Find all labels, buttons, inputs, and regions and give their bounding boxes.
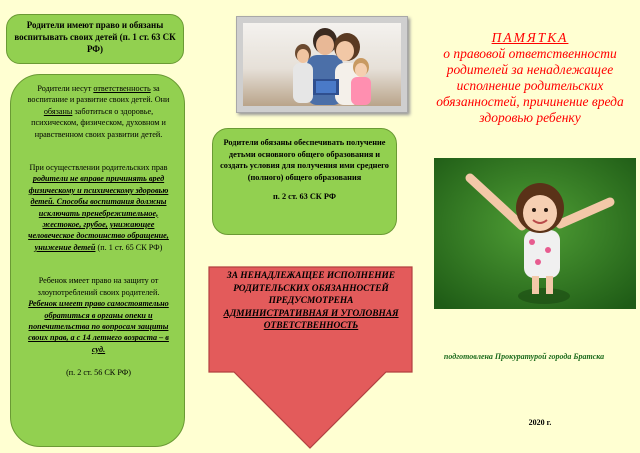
p1-emphasis-responsibility: ответственность: [93, 84, 151, 93]
girl-photo: [434, 158, 636, 309]
p2-emphasis: родители не вправе причинять вред физическому и психическому здоровью детей. Способы воспитания должны исключать пренебрежительное, жестокое, грубое, унижающее человеческое достоинство обращение, унижение детей: [28, 174, 169, 252]
girl-on-grass-image: [434, 158, 636, 309]
family-reading-image: [243, 23, 401, 106]
title-subheading: о правовой ответственности родителей за ненадлежащее исполнение родительских обязанностей, причинение вреда здоровью ребенку: [436, 46, 624, 125]
liability-text-2: АДМИНИСТРАТИВНАЯ И УГОЛОВНАЯ ОТВЕТСТВЕННОСТЬ: [223, 308, 399, 332]
paragraph-responsibility: [25, 83, 172, 140]
liability-arrow-text: [216, 270, 406, 333]
responsibility-panel: [10, 74, 185, 447]
paragraph-child-protection: [25, 275, 172, 378]
p3-reference: (п. 2 ст. 56 СК РФ): [66, 367, 131, 377]
p2-text-1: При осуществлении родительских прав: [29, 163, 168, 173]
title-heading: ПАМЯТКА: [491, 30, 569, 45]
rights-duty-box: [6, 14, 184, 64]
education-duty-text: Родители обязаны обеспечивать получение детьми основного общего образования и создать условия для получения ими среднего (полного) общего образования: [220, 138, 389, 182]
p2-reference: (п. 1 ст. 65 СК РФ): [95, 242, 163, 252]
publication-year: 2020 г.: [528, 418, 552, 427]
prepared-by: подготовлена Прокуратурой города Братска: [443, 352, 605, 361]
rights-duty-text: Родители имеют право и обязаны воспитывать своих детей (п. 1 ст. 63 СК РФ): [14, 20, 176, 54]
education-duty-reference: п. 2 ст. 63 СК РФ: [273, 192, 336, 201]
p3-emphasis: Ребенок имеет право самостоятельно обратиться в органы опеки и попечительства по вопросам защиты своих прав, а с 14 летнего возраста – в суд.: [28, 299, 169, 354]
p1-text-1: Родители несут: [37, 84, 94, 93]
liability-text-1: ЗА НЕНАДЛЕЖАЩЕЕ ИСПОЛНЕНИЕ РОДИТЕЛЬСКИХ ОБЯЗАННОСТЕЙ ПРЕДУСМОТРЕНА: [226, 271, 396, 307]
education-duty-box: [212, 128, 397, 235]
paragraph-no-harm: [25, 162, 172, 253]
family-photo: [236, 16, 408, 113]
brochure-title: [430, 30, 630, 126]
p1-text-3: заботиться о здоровье, психическом, физическом, духовном и нравственном своих развитии детей.: [31, 106, 166, 139]
p3-text-1: Ребенок имеет право на защиту от злоупотреблений своих родителей.: [37, 276, 160, 297]
p1-emphasis-obliged: обязаны: [43, 106, 73, 116]
p1-text-2: за воспитание и развитие своих детей. Они: [27, 84, 170, 105]
